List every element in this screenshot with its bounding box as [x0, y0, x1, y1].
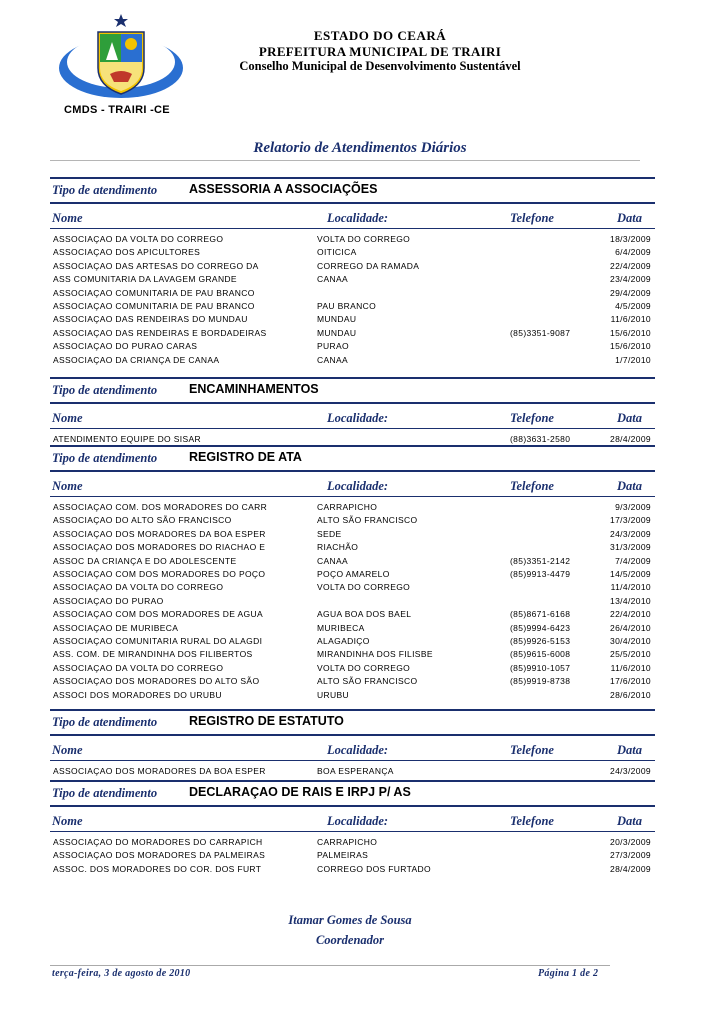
- table-row: [50, 837, 655, 850]
- cell-telefone: (85)9919-8738: [510, 676, 571, 687]
- col-header-nome: Nome: [52, 743, 83, 757]
- cell-data: 28/4/2009: [610, 434, 651, 444]
- section-mid-rule: [50, 202, 655, 204]
- signature-role: Coordenador: [315, 933, 385, 947]
- cell-data: 11/4/2010: [610, 582, 651, 593]
- cell-data: 25/5/2010: [610, 649, 651, 660]
- cell-data: 18/3/2009: [610, 234, 651, 244]
- cell-localidade: BOA ESPERANÇA: [317, 766, 394, 776]
- cell-data: 31/3/2009: [610, 542, 651, 553]
- cell-localidade: MURIBECA: [317, 622, 365, 633]
- cell-nome: ASSOCIAÇAO DOS MORADORES DA BOA ESPER: [53, 528, 266, 539]
- table-row: [50, 247, 655, 260]
- cell-nome: ASS COMUNITARIA DA LAVAGEM GRANDE: [53, 274, 237, 285]
- col-header-data: Data: [617, 479, 642, 493]
- cell-data: 4/5/2009: [615, 301, 651, 311]
- cell-telefone: (85)3351-9087: [510, 327, 571, 338]
- table-row: [50, 261, 655, 274]
- footer-divider: [50, 965, 610, 966]
- cell-localidade: CORREGO DA RAMADA: [317, 260, 420, 271]
- cell-telefone: (88)3631-2580: [510, 434, 571, 444]
- section-title: ASSESSORIA A ASSOCIAÇÕES: [189, 182, 378, 196]
- cell-nome: ASSOCIAÇAO DOS APICULTORES: [53, 247, 201, 258]
- cell-nome: ASSOC DA CRIANÇA E DO ADOLESCENTE: [53, 555, 237, 566]
- table-row: [50, 766, 655, 779]
- cell-localidade: CANAA: [317, 354, 349, 365]
- report-title: Relatorio de Atendimentos Diários: [253, 140, 467, 156]
- col-header-nome: Nome: [52, 211, 83, 225]
- cell-data: 17/6/2010: [610, 676, 651, 687]
- footer-page: Página 1 de 2: [538, 968, 599, 979]
- cell-localidade: PAU BRANCO: [317, 301, 377, 311]
- cell-nome: ASSOCIAÇAO DE MURIBECA: [53, 622, 179, 633]
- table-row: [50, 676, 655, 689]
- section-top-rule: [50, 177, 655, 179]
- cell-localidade: VOLTA DO CORREGO: [317, 234, 411, 244]
- table-row: [50, 690, 655, 703]
- cell-nome: ASSOCIAÇAO DA VOLTA DO CORREGO: [53, 234, 224, 244]
- cell-telefone: (85)9926-5153: [510, 636, 571, 646]
- table-row: [50, 663, 655, 676]
- col-header-data: Data: [617, 211, 642, 225]
- cell-nome: ASSOCIAÇAO DO PURAO: [53, 595, 164, 606]
- cell-nome: ASSOCIAÇAO DOS MORADORES DO RIACHAO E: [53, 542, 266, 553]
- cell-data: 11/6/2010: [610, 662, 651, 673]
- logo-caption: CMDS - TRAIRI -CE: [64, 104, 170, 116]
- section-mid-rule: [50, 470, 655, 472]
- table-row: [50, 864, 655, 877]
- cell-data: 28/6/2010: [610, 689, 651, 700]
- cell-localidade: AGUA BOA DOS BAEL: [317, 609, 412, 620]
- cell-data: 24/3/2009: [610, 528, 651, 539]
- cell-nome: ASSOCIAÇAO DOS MORADORES DA BOA ESPER: [53, 766, 266, 776]
- cell-localidade: CANAA: [317, 274, 349, 285]
- col-header-telefone: Telefone: [510, 211, 554, 225]
- cell-localidade: CARRAPICHO: [317, 502, 378, 512]
- cell-data: 9/3/2009: [615, 502, 651, 512]
- table-row: [50, 529, 655, 542]
- table-row: [50, 274, 655, 287]
- header-prefeitura: PREFEITURA MUNICIPAL DE TRAIRI: [258, 44, 502, 59]
- cell-data: 15/6/2010: [610, 341, 651, 352]
- cell-data: 22/4/2009: [610, 260, 651, 271]
- col-header-localidade: Localidade:: [327, 814, 389, 828]
- section-mid-rule: [50, 734, 655, 736]
- col-header-data: Data: [617, 814, 642, 828]
- table-row: [50, 582, 655, 595]
- table-row: [50, 636, 655, 649]
- cell-data: 6/4/2009: [615, 247, 651, 258]
- table-row: [50, 569, 655, 582]
- section-tipo-label: Tipo de atendimento: [52, 715, 158, 729]
- table-row: [50, 314, 655, 327]
- col-header-nome: Nome: [52, 479, 83, 493]
- col-header-data: Data: [617, 743, 642, 757]
- header-bottom-rule: [50, 496, 655, 497]
- table-row: [50, 341, 655, 354]
- cell-localidade: ALTO SÃO FRANCISCO: [317, 515, 418, 526]
- cell-nome: ASSOCIAÇAO COMUNITARIA DE PAU BRANCO: [53, 287, 255, 298]
- col-header-telefone: Telefone: [510, 479, 554, 493]
- cell-nome: ASSOCIAÇAO COM. DOS MORADORES DO CARR: [53, 502, 268, 512]
- cell-nome: ASSOCIAÇAO DAS ARTESAS DO CORREGO DA: [53, 260, 259, 271]
- cell-telefone: (85)9910-1057: [510, 662, 571, 673]
- col-header-data: Data: [617, 411, 642, 425]
- cell-localidade: MUNDAU: [317, 327, 357, 338]
- header-bottom-rule: [50, 831, 655, 832]
- cell-telefone: (85)9615-6008: [510, 649, 571, 660]
- cell-localidade: POÇO AMARELO: [317, 569, 390, 579]
- col-header-localidade: Localidade:: [327, 743, 389, 757]
- cell-nome: ASSOCIAÇAO DOS MORADORES DA PALMEIRAS: [53, 850, 266, 861]
- table-row: [50, 502, 655, 515]
- section-tipo-label: Tipo de atendimento: [52, 451, 158, 465]
- table-row: [50, 355, 655, 368]
- cell-data: 23/4/2009: [610, 274, 651, 285]
- cell-localidade: SEDE: [317, 528, 342, 539]
- cell-localidade: CANAA: [317, 555, 349, 566]
- cell-data: 20/3/2009: [610, 837, 651, 847]
- cell-data: 29/4/2009: [610, 287, 651, 298]
- section-tipo-label: Tipo de atendimento: [52, 183, 158, 197]
- col-header-localidade: Localidade:: [327, 211, 389, 225]
- title-divider: [50, 160, 640, 161]
- cell-localidade: RIACHÃO: [317, 542, 359, 553]
- footer-date: terça-feira, 3 de agosto de 2010: [52, 968, 191, 979]
- section-title: DECLARAÇAO DE RAIS E IRPJ P/ AS: [189, 785, 411, 799]
- cell-nome: ASSOCIAÇAO DAS RENDEIRAS DO MUNDAU: [53, 314, 248, 325]
- col-header-telefone: Telefone: [510, 743, 554, 757]
- table-row: [50, 288, 655, 301]
- cell-nome: ASSOCIAÇAO COM DOS MORADORES DO POÇO: [53, 569, 266, 579]
- cell-data: 1/7/2010: [615, 354, 651, 365]
- cell-localidade: URUBU: [317, 689, 349, 700]
- table-row: [50, 596, 655, 609]
- cell-nome: ASSOCI DOS MORADORES DO URUBU: [53, 689, 222, 700]
- section-top-rule: [50, 377, 655, 379]
- header-conselho: Conselho Municipal de Desenvolvimento Sustentável: [239, 59, 521, 73]
- cell-localidade: OITICICA: [317, 247, 357, 258]
- cell-nome: ASSOCIAÇAO DO PURAO CARAS: [53, 341, 198, 352]
- cell-localidade: CORREGO DOS FURTADO: [317, 863, 432, 874]
- cell-telefone: (85)3351-2142: [510, 555, 571, 566]
- table-row: [50, 234, 655, 247]
- cell-localidade: PURAO: [317, 341, 349, 352]
- cell-nome: ASSOCIAÇAO COMUNITARIA DE PAU BRANCO: [53, 301, 255, 311]
- cell-nome: ASSOCIAÇAO COM DOS MORADORES DE AGUA: [53, 609, 264, 620]
- table-row: [50, 542, 655, 555]
- cell-telefone: (85)9913-4479: [510, 569, 571, 579]
- cell-data: 11/6/2010: [610, 314, 651, 325]
- cmds-logo-graphic: [56, 12, 186, 112]
- cell-localidade: MIRANDINHA DOS FILISBE: [317, 649, 433, 660]
- cell-nome: ATENDIMENTO EQUIPE DO SISAR: [53, 434, 201, 444]
- cell-nome: ASSOCIAÇAO DAS RENDEIRAS E BORDADEIRAS: [53, 327, 267, 338]
- cell-localidade: ALAGADIÇO: [317, 636, 370, 646]
- cell-data: 26/4/2010: [610, 622, 651, 633]
- cell-telefone: (85)9994-6423: [510, 622, 571, 633]
- cell-nome: ASSOCIAÇAO DO ALTO SÃO FRANCISCO: [53, 515, 232, 526]
- section-top-rule: [50, 709, 655, 711]
- header-bottom-rule: [50, 760, 655, 761]
- cell-nome: ASSOCIAÇAO DO MORADORES DO CARRAPICH: [53, 837, 263, 847]
- section-mid-rule: [50, 805, 655, 807]
- section-top-rule: [50, 780, 655, 782]
- cell-data: 27/3/2009: [610, 850, 651, 861]
- col-header-localidade: Localidade:: [327, 411, 389, 425]
- cell-data: 28/4/2009: [610, 863, 651, 874]
- cell-localidade: PALMEIRAS: [317, 850, 369, 861]
- cell-localidade: VOLTA DO CORREGO: [317, 662, 411, 673]
- header-bottom-rule: [50, 428, 655, 429]
- cell-nome: ASSOCIAÇAO DA VOLTA DO CORREGO: [53, 662, 224, 673]
- cell-nome: ASSOCIAÇAO DA VOLTA DO CORREGO: [53, 582, 224, 593]
- table-row: [50, 850, 655, 863]
- cell-nome: ASSOCIAÇAO DOS MORADORES DO ALTO SÃO: [53, 676, 260, 687]
- cell-nome: ASS. COM. DE MIRANDINHA DOS FILIBERTOS: [53, 649, 253, 660]
- col-header-telefone: Telefone: [510, 411, 554, 425]
- section-tipo-label: Tipo de atendimento: [52, 786, 158, 800]
- cell-nome: ASSOCIAÇAO COMUNITARIA RURAL DO ALAGDI: [53, 636, 263, 646]
- cell-nome: ASSOC. DOS MORADORES DO COR. DOS FURT: [53, 863, 262, 874]
- section-title: REGISTRO DE ESTATUTO: [189, 714, 344, 728]
- header-state: ESTADO DO CEARÁ: [313, 28, 447, 43]
- col-header-localidade: Localidade:: [327, 479, 389, 493]
- cell-nome: ASSOCIAÇAO DA CRIANÇA DE CANAA: [53, 354, 220, 365]
- table-row: [50, 609, 655, 622]
- cell-data: 14/5/2009: [610, 569, 651, 579]
- cell-data: 22/4/2010: [610, 609, 651, 620]
- table-row: [50, 623, 655, 636]
- section-top-rule: [50, 445, 655, 447]
- col-header-nome: Nome: [52, 411, 83, 425]
- cell-data: 17/3/2009: [610, 515, 651, 526]
- col-header-nome: Nome: [52, 814, 83, 828]
- section-mid-rule: [50, 402, 655, 404]
- cell-localidade: CARRAPICHO: [317, 837, 378, 847]
- cell-localidade: VOLTA DO CORREGO: [317, 582, 411, 593]
- section-title: REGISTRO DE ATA: [189, 450, 302, 464]
- table-row: [50, 328, 655, 341]
- table-row: [50, 556, 655, 569]
- cell-data: 7/4/2009: [615, 555, 651, 566]
- section-tipo-label: Tipo de atendimento: [52, 383, 158, 397]
- cell-data: 13/4/2010: [610, 595, 651, 606]
- cell-data: 30/4/2010: [610, 636, 651, 646]
- cell-localidade: MUNDAU: [317, 314, 357, 325]
- table-row: [50, 649, 655, 662]
- table-row: [50, 301, 655, 314]
- cell-data: 15/6/2010: [610, 327, 651, 338]
- cell-data: 24/3/2009: [610, 766, 651, 776]
- cell-localidade: ALTO SÃO FRANCISCO: [317, 676, 418, 687]
- header-bottom-rule: [50, 228, 655, 229]
- cell-telefone: (85)8671-6168: [510, 609, 571, 620]
- signature-name: Itamar Gomes de Sousa: [288, 913, 412, 927]
- table-row: [50, 515, 655, 528]
- col-header-telefone: Telefone: [510, 814, 554, 828]
- section-title: ENCAMINHAMENTOS: [189, 382, 319, 396]
